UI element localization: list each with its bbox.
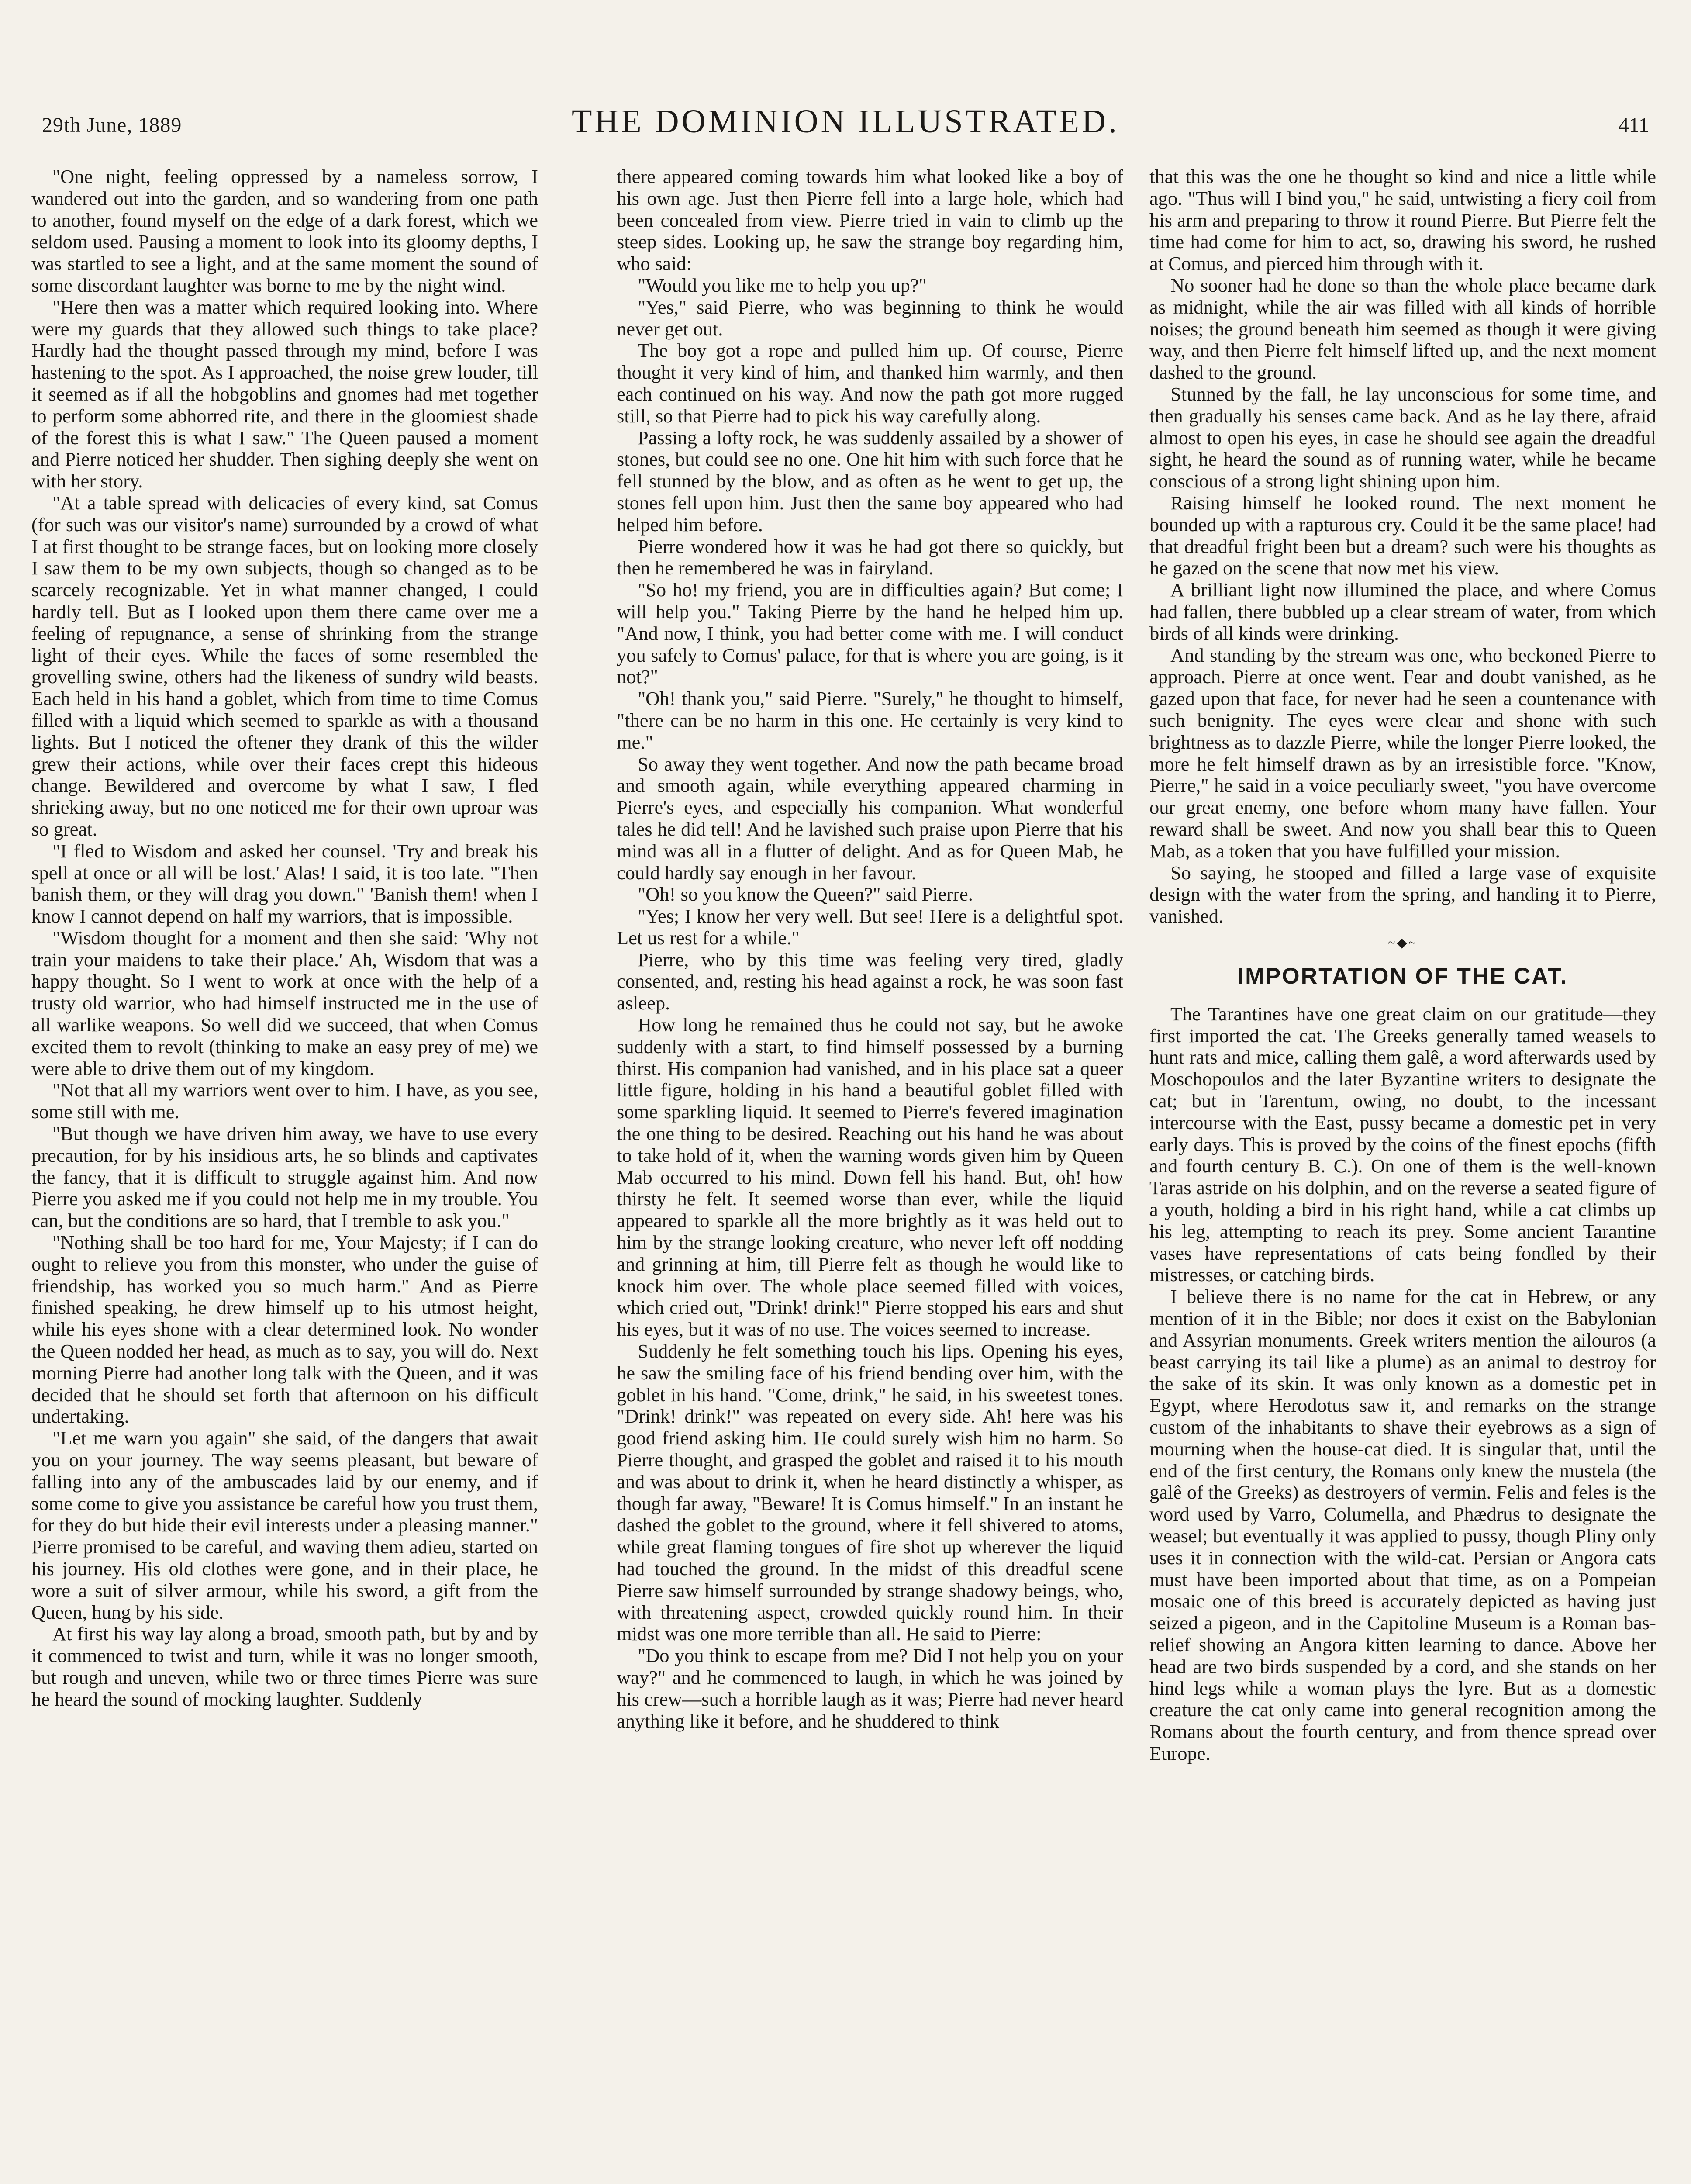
paragraph: "So ho! my friend, you are in difficulties again? But come; I will help you." Taking Pierre by the hand he helped him up. "And now, I think, you had better come with me. I will conduct you safely to Comus' palace, for that is where you are going, is it not?" <box>617 579 1123 688</box>
article-heading: IMPORTATION OF THE CAT. <box>1237 963 1568 989</box>
paragraph: "Not that all my warriors went over to him. I have, as you see, some still with me. <box>31 1079 538 1123</box>
section-separator: ~◆~ <box>1388 935 1418 950</box>
paragraph: "At a table spread with delicacies of every kind, sat Comus (for such was our visitor's name) surrounded by a crowd of what I at first thought to be strange faces, but on looking more closely I saw them to be my own subjects, though so changed as to be scarcely recognizable. Yet in what manner changed, I could hardly tell. But as I looked upon them there came over me a feeling of repugnance, a sense of shrinking from the strange light of their eyes. While the faces of some resembled the grovelling swine, others had the likeness of sundry wild beasts. Each held in his hand a goblet, which from time to time Comus filled with a liquid which seemed to sparkle as with a thousand lights. But I noticed the oftener they drank of this the wilder grew their actions, while over their faces crept this hideous change. Bewildered and overcome by what I saw, I fled shrieking away, but no one noticed me for their own uproar was so great. <box>31 491 538 840</box>
paragraph: "Yes; I know her very well. But see! Here is a delightful spot. Let us rest for a while." <box>617 905 1123 949</box>
paragraph: So away they went together. And now the path became broad and smooth again, while everything appeared charming in Pierre's eyes, and especially his companion. What wonderful tales he did tell! And he lavished such praise upon Pierre that his mind was all in a flutter of delight. And as for Queen Mab, he could hardly say enough in her favour. <box>617 753 1123 884</box>
paragraph: Pierre wondered how it was he had got there so quickly, but then he remembered he was in fairyland. <box>617 535 1123 579</box>
paragraph: "Let me warn you again" she said, of the dangers that await you on your journey. The way seems pleasant, but beware of falling into any of the ambuscades laid by our enemy, and if some come to give you assistance be careful how you trust them, for they do but hide their evil interests under a pleasing manner." Pierre promised to be careful, and waving them adieu, started on his journey. His old clothes were gone, and in their place, he wore a suit of silver armour, while his sword, a gift from the Queen, hung by his side. <box>31 1427 538 1623</box>
paragraph: At first his way lay along a broad, smooth path, but by and by it commenced to twist and turn, while it was no longer smooth, but rough and uneven, while two or three times Pierre was sure he heard the sound of mocking laughter. Suddenly <box>31 1623 538 1710</box>
paragraph: "Would you like me to help you up?" <box>638 274 927 296</box>
paragraph: "One night, feeling oppressed by a nameless sorrow, I wandered out into the garden, and so wandering from one path to another, found myself on the edge of a dark forest, which we seldom used. Pausing a moment to look into its gloomy depths, I was startled to see a light, and at the same moment the sound of some discordant laughter was borne to me by the night wind. <box>31 166 538 296</box>
page-number: 411 <box>1618 114 1649 137</box>
paragraph: Suddenly he felt something touch his lips. Opening his eyes, he saw the smiling face of his friend bending over him, with the goblet in his hand. "Come, drink," he said, in his sweetest tones. "Drink! drink!" was repeated on every side. Ah! here was his good friend asking him. He could surely wish him no harm. So Pierre thought, and grasped the goblet and raised it to his mouth and was about to drink it, when he heard distinctly a whisper, as though far away, "Beware! It is Comus himself." In an instant he dashed the goblet to the ground, where it fell shivered to atoms, while great flaming tongues of fire shot up wherever the liquid had touched the ground. In the midst of this dreadful scene Pierre saw himself surrounded by strange shadowy beings, who, with threatening aspect, crowded quickly round him. In their midst was one more terrible than all. He said to Pierre: <box>617 1340 1123 1645</box>
publication-title: THE DOMINION ILLUSTRATED. <box>572 103 1119 140</box>
paragraph: there appeared coming towards him what looked like a boy of his own age. Just then Pierre fell into a large hole, which had been concealed from view. Pierre tried in vain to climb up the steep sides. Looking up, he saw the strange boy regarding him, who said: <box>617 166 1123 275</box>
article-paragraph: I believe there is no name for the cat in Hebrew, or any mention of it in the Bible; nor does it exist on the Babylonian and Assyrian monuments. Greek writers mention the ailouros (a beast carrying its tail like a plume) as an animal to destroy for the sake of its skin. It was only known as a domestic pet in Egypt, where Herodotus saw it, and remarks on the strange custom of the inhabitants to shave their eyebrows as a sign of mourning when the house-cat died. It is singular that, until the end of the first century, the Romans only knew the mustela (the galê of the Greeks) as destroyers of vermin. Felis and feles is the word used by Varro, Columella, and Phædrus to designate the weasel; but eventually it was applied to pussy, though Pliny only uses it in connection with the wild-cat. Persian or Angora cats must have been imported about that time, as on a Pompeian mosaic one of this breed is accurately depicted as having just seized a pigeon, and in the Capitoline Museum is a Roman bas-relief showing an Angora kitten learning to dance. Above her head are two birds suspended by a cord, and she stands on her hind legs while a woman plays the lyre. But as a domestic creature the cat only came into general recognition among the Romans about the fourth century, and from thence spread over Europe. <box>1149 1286 1656 1764</box>
paragraph: that this was the one he thought so kind and nice a little while ago. "Thus will I bind you," he said, untwisting a fiery coil from his arm and preparing to throw it round Pierre. But Pierre felt the time had come for him to act, so, drawing his sword, he rushed at Comus, and pierced him through with it. <box>1149 166 1656 275</box>
paragraph: "Nothing shall be too hard for me, Your Majesty; if I can do ought to relieve you from this monster, who under the guise of friendship, has worked you so much harm." And as Pierre finished speaking, he drew himself up to his utmost height, while his eyes shone with a clear determined look. No wonder the Queen nodded her head, as much as to say, you will do. Next morning Pierre had another long talk with the Queen, and it was decided that he should set forth that afternoon on his difficult undertaking. <box>31 1231 538 1427</box>
paragraph: So saying, he stooped and filled a large vase of exquisite design with the water from the spring, and handing it to Pierre, vanished. <box>1149 861 1656 927</box>
paragraph: "Here then was a matter which required looking into. Where were my guards that they allowed such things to take place? Hardly had the thought passed through my mind, before I was hastening to the spot. As I approached, the noise grew louder, till it seemed as if all the hobgoblins and gnomes had met together to perform some abhorred rite, and there in the gloomiest shade of the forest this is what I saw." The Queen paused a moment and Pierre noticed her shudder. Then sighing deeply she went on with her story. <box>31 296 538 492</box>
column-3 <box>1149 166 1656 1765</box>
paragraph: Stunned by the fall, he lay unconscious for some time, and then gradually his senses came back. And as he lay there, afraid almost to open his eyes, in case he should see again the dreadful sight, he heard the sound as of running water, while he became conscious of a strong light shining upon him. <box>1149 383 1656 492</box>
article-paragraph: The Tarantines have one great claim on our gratitude—they first imported the cat. The Greeks generally tamed weasels to hunt rats and mice, calling them galê, a word afterwards used by Moschopoulos and the later Byzantine writers to designate the cat; but in Tarentum, owing, no doubt, to the incessant intercourse with the East, pussy became a domestic pet in very early days. This is proved by the coins of the finest epochs (fifth and fourth century B. C.). On one of them is the well-known Taras astride on his dolphin, and on the reverse a seated figure of a youth, holding a bird in his right hand, while a cat climbs up his leg, attempting to reach its prey. Some ancient Tarantine vases have representations of cats being fondled by their mistresses, or catching birds. <box>1149 1002 1656 1286</box>
paragraph: Raising himself he looked round. The next moment he bounded up with a rapturous cry. Could it be the same place! had that dreadful fright been but a dream? such were his thoughts as he gazed on the scene that now met his view. <box>1149 491 1656 579</box>
paragraph: A brilliant light now illumined the place, and where Comus had fallen, there bubbled up a clear stream of water, from which birds of all kinds were drinking. <box>1149 579 1656 644</box>
paragraph: "Oh! thank you," said Pierre. "Surely," he thought to himself, "there can be no harm in this one. He certainly is very kind to me." <box>617 688 1123 753</box>
paragraph: Passing a lofty rock, he was suddenly assailed by a shower of stones, but could see no one. One hit him with such force that he fell stunned by the blow, and as often as he went to get up, the stones fell upon him. Just then the same boy appeared who had helped him before. <box>617 426 1123 536</box>
page-header <box>42 103 1649 146</box>
paragraph: The boy got a rope and pulled him up. Of course, Pierre thought it very kind of him, and thanked him warmly, and then each continued on his way. And now the path got more rugged still, so that Pierre had to pick his way carefully along. <box>617 339 1123 427</box>
paragraph: How long he remained thus he could not say, but he awoke suddenly with a start, to find himself possessed by a burning thirst. His companion had vanished, and in his place sat a queer little figure, holding in his hand a beautiful goblet filled with some sparkling liquid. It seemed to Pierre's fevered imagination the one thing to be desired. Reaching out his hand he was about to take hold of it, when the warning words given him by Queen Mab occurred to his mind. Down fell his hand. But, oh! how thirsty he felt. It seemed worse than ever, while the liquid appeared to sparkle all the more brightly as it was held out to him by the strange looking creature, who never left off nodding and grinning at him, till Pierre felt as though he would like to knock him over. The whole place seemed filled with voices, which cried out, "Drink! drink!" Pierre stopped his ears and shut his eyes, but it was of no use. The voices seemed to increase. <box>617 1014 1123 1341</box>
issue-date: 29th June, 1889 <box>42 114 182 137</box>
paragraph: And standing by the stream was one, who beckoned Pierre to approach. Pierre at once went. Fear and doubt vanished, as he gazed upon that face, for never had he seen a countenance with such benignity. The eyes were clear and shone with such brightness as to dazzle Pierre, while the longer Pierre looked, the more he felt himself drawn as by an irresistible force. "Know, Pierre," he said in a voice peculiarly sweet, "you have overcome our great enemy, one before whom many have fallen. Your reward shall be sweet. And now you shall bear this to Queen Mab, as a token that you have fulfilled your mission. <box>1149 644 1656 862</box>
paragraph: "But though we have driven him away, we have to use every precaution, for by his insidious arts, he so blinds and captivates the fancy, that it is difficult to struggle against him. And now Pierre you asked me if you could not help me in my trouble. You can, but the conditions are so hard, that I tremble to ask you." <box>31 1123 538 1232</box>
paragraph: "Oh! so you know the Queen?" said Pierre. <box>638 883 973 905</box>
paragraph: "Do you think to escape from me? Did I not help you on your way?" and he commenced to laugh, in which he was joined by his crew—such a horrible laugh as it was; Pierre had never heard anything like it before, and he shuddered to think <box>617 1645 1123 1732</box>
paragraph: "Yes," said Pierre, who was beginning to think he would never get out. <box>617 296 1123 340</box>
column-2 <box>617 166 1123 1732</box>
paragraph: "Wisdom thought for a moment and then she said: 'Why not train your maidens to take their place.' Ah, Wisdom that was a happy thought. So I went to work at once with the help of a trusty old warrior, who had himself instructed me in the use of all warlike weapons. So well did we succeed, that when Comus excited them to revolt (thinking to make an easy prey of me) we were able to drive them out of my kingdom. <box>31 926 538 1079</box>
paragraph: Pierre, who by this time was feeling very tired, gladly consented, and, resting his head against a rock, he was soon fast asleep. <box>617 948 1123 1014</box>
paragraph: No sooner had he done so than the whole place became dark as midnight, while the air was filled with all kinds of horrible noises; the ground beneath him seemed as though it were giving way, and then Pierre felt himself lifted up, and the next moment dashed to the ground. <box>1149 274 1656 384</box>
column-1 <box>31 166 538 1711</box>
paragraph: "I fled to Wisdom and asked her counsel. 'Try and break his spell at once or all will be lost.' Alas! I said, it is too late. "Then banish them, or they will drag you down." 'Banish them! when I know I cannot depend on half my warriors, that is impossible. <box>31 840 538 927</box>
